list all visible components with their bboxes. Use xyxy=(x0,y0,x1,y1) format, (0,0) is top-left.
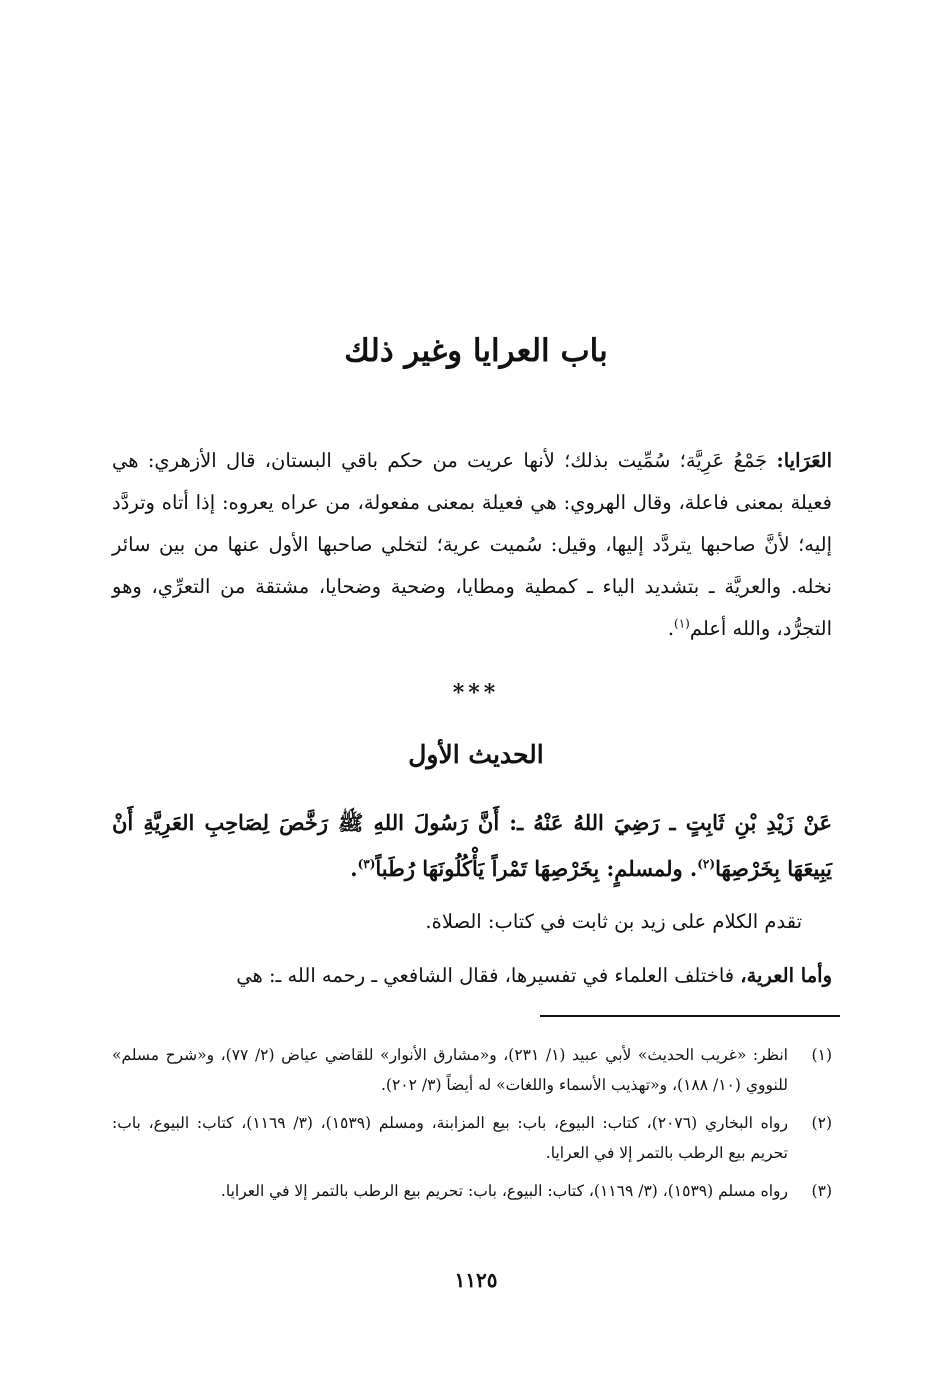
commentary-text: فاختلف العلماء في تفسيرها، فقال الشافعي ـ رحمه الله ـ: هي xyxy=(236,964,741,987)
intro-text: جَمْعُ عَرِيَّة؛ سُمِّيت بذلك؛ لأنها عريت من حكم باقي البستان، قال الأزهري: هي فعيلة بمعنى فاعلة، وقال الهروي: هي فعيلة بمعنى مفعولة، من عراه يعروه: إذا أتاه وتردَّد إليه؛ لأنَّ صاحبها يتردَّد إليها، وقيل: سُميت عرية؛ لتخلي صاحبها الأول عنها من بين سائر نخله. والعريَّة ـ بتشديد الياء ـ كمطية ومطايا، وضحية وضحايا، مشتقة من التعرِّي، وهو التجرُّد، والله أعلم xyxy=(112,449,832,640)
page-number: ١١٢٥ xyxy=(454,1268,498,1292)
footnote-1 xyxy=(112,1040,832,1100)
footnote-number: (١) xyxy=(811,1046,832,1064)
hadith-middle: . ولمسلمٍ: بِخَرْصِهَا تَمْراً يَأْكُلُونَهَا رُطَباً xyxy=(375,856,698,881)
intro-end: . xyxy=(667,617,675,640)
hadith-paragraph xyxy=(112,800,832,892)
chapter-title: باب العرايا وغير ذلك xyxy=(344,333,608,369)
hadith-end: . xyxy=(350,856,358,881)
hadith-text: عَنْ زَيْدِ بْنِ ثَابِتٍ ـ رَضِيَ اللهُ عَنْهُ ـ: أَنَّ رَسُولَ اللهِ ﷺ رَخَّصَ لِصَاحِبِ العَرِيَّةِ أَنْ يَبِيعَهَا بِخَرْصِهَا xyxy=(112,810,832,881)
intro-paragraph xyxy=(112,440,832,650)
footnote-divider xyxy=(540,1015,840,1017)
footnote-ref-2: (٢) xyxy=(697,857,716,871)
footnote-2 xyxy=(112,1108,832,1168)
note-line: تقدم الكلام على زيد بن ثابت في كتاب: الصلاة. xyxy=(425,910,802,933)
footnote-ref-3: (٣) xyxy=(357,857,376,871)
footnote-ref-1: (١) xyxy=(674,616,690,631)
footnote-text: رواه البخاري (٢٠٧٦)، كتاب: البيوع، باب: بيع المزابنة، ومسلم (١٥٣٩)، (٣/ ١١٦٩)، كتاب: البيوع، باب: تحريم بيع الرطب بالتمر إلا في العرايا. xyxy=(112,1114,789,1162)
footnotes-list xyxy=(112,1040,832,1214)
section-separator: *** xyxy=(452,680,500,706)
intro-term: العَرَايا: xyxy=(776,449,833,472)
footnote-number: (٣) xyxy=(811,1182,832,1200)
footnote-text: انظر: «غريب الحديث» لأبي عبيد (١/ ٢٣١)، و«مشارق الأنوار» للقاضي عياض (٢/ ٧٧)، و«شرح مسلم» للنووي (١٠/ ١٨٨)، و«تهذيب الأسماء واللغات» له أيضاً (٣/ ٢٠٢). xyxy=(112,1046,788,1094)
footnote-3 xyxy=(112,1176,832,1206)
footnote-number: (٢) xyxy=(811,1114,832,1132)
commentary-line xyxy=(112,956,832,996)
commentary-lead: وأما العرية، xyxy=(740,964,832,987)
hadith-title: الحديث الأول xyxy=(408,740,544,769)
footnote-text: رواه مسلم (١٥٣٩)، (٣/ ١١٦٩)، كتاب: البيوع، باب: تحريم بيع الرطب بالتمر إلا في العرايا. xyxy=(220,1182,788,1200)
